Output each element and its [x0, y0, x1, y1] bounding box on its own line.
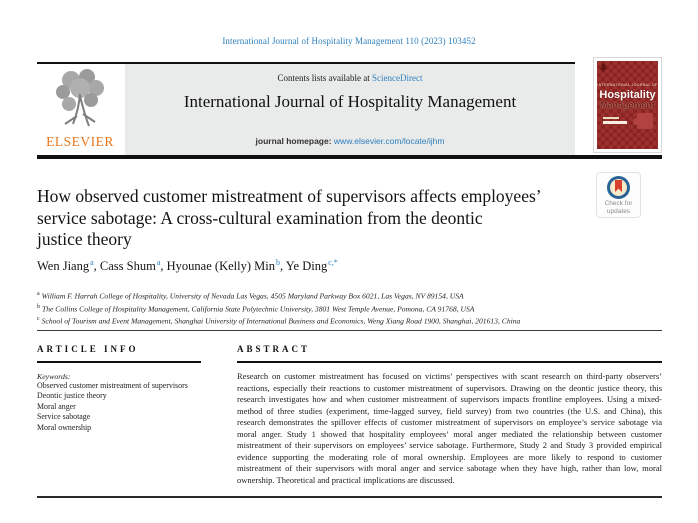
elsevier-wordmark: ELSEVIER — [46, 134, 114, 149]
citation-text[interactable]: International Journal of Hospitality Management 110 (2023) 103452 — [222, 36, 476, 46]
journal-citation-link[interactable] — [0, 36, 698, 46]
affiliation-sup: c — [37, 316, 40, 323]
cover-editor-text-bar — [603, 121, 627, 124]
sciencedirect-link[interactable]: ScienceDirect — [372, 73, 423, 83]
keywords-label: Keywords: — [37, 372, 71, 381]
cover-puzzle-piece — [637, 113, 653, 129]
journal-cover-art — [597, 61, 658, 149]
article-title — [37, 186, 637, 251]
author-name: Wen Jiang — [37, 259, 90, 274]
journal-title: International Journal of Hospitality Management — [183, 92, 517, 111]
author-affiliation-sup[interactable]: b — [275, 258, 280, 267]
affiliation-sup: b — [37, 303, 40, 310]
cover-title-line1: Hospitality — [599, 89, 656, 101]
abstract-column — [237, 344, 662, 486]
affiliation-text: School of Tourism and Event Management, Shanghai University of International Business and Economics, Weng Xiang Road 1900, Shanghai, 201613, China — [41, 316, 521, 326]
section-bottom-rule — [37, 496, 662, 498]
article-info-column — [37, 344, 201, 433]
journal-header-box — [125, 64, 575, 155]
homepage-prefix: journal homepage: — [255, 136, 334, 146]
homepage-line — [125, 136, 575, 146]
affiliation-text: William F. Harrah College of Hospitality, University of Nevada Las Vegas, 4505 Maryland Parkway Box 6021, Las Vegas, NV 89154, USA — [41, 291, 464, 301]
affiliations-divider-rule — [37, 330, 662, 331]
keyword-item: Deontic justice theory — [37, 391, 107, 401]
abstract-rule — [237, 361, 662, 363]
cover-elsevier-mark-icon — [600, 63, 607, 72]
abstract-text: Research on customer mistreatment has focused on victims’ perspectives with scant research on third-party observers’ reactions, especially their reactions to customer mistreatment of supervisors. Drawing on the deontic justice theory, this research investigates how and when customer mistreatment of supervisors impacts frontline employees. Using a mixed-method of three studies (experiment, time-lagged survey, field survey) from two countries (the U.S. and China), this research demonstrates the spillover effects of customer mistreatment of supervisors on employee’s service sabotage via moral anger. Study 1 showed that hospitality employees’ moral anger mediated the relationship between customer mistreatment of their supervisors on employees’ service sabotage. Furthermore, Study 2 and Study 3 provided empirical evidence supporting the moderating role of moral ownership. Employees are more likely to respond to customer mistreatment of their supervisors with moral anger and service sabotage when they have high, rather than low, moral ownership. Theoretical and practical implications are discussed. — [237, 371, 662, 485]
cover-kicker: INTERNATIONAL JOURNAL OF — [597, 83, 658, 87]
journal-cover-thumbnail[interactable] — [593, 57, 662, 153]
author-affiliation-sup[interactable]: a — [90, 258, 94, 267]
article-title-line: service sabotage: A cross-cultural examination from the deontic — [37, 207, 483, 228]
header-bottom-rule — [37, 155, 662, 159]
keyword-item: Service sabotage — [37, 412, 91, 422]
affiliation-text: The Collins College of Hospitality Management, California State Polytechnic University, 3801 West Temple Avenue, Pomona, CA 91768, USA — [42, 304, 475, 314]
article-title-line: How observed customer mistreatment of supervisors affects employees’ — [37, 186, 542, 206]
author-name: , Hyounae (Kelly) Min — [160, 259, 275, 274]
author-affiliation-sup[interactable]: c,* — [328, 258, 338, 267]
keyword-item: Moral ownership — [37, 422, 92, 432]
affiliation-sup: a — [37, 291, 40, 297]
affiliations — [37, 289, 662, 327]
keyword-item: Moral anger — [37, 401, 76, 411]
affiliation-line — [37, 302, 662, 315]
contents-line — [125, 73, 575, 83]
author-name: , Ye Ding — [279, 259, 328, 274]
author-line — [37, 258, 637, 274]
cover-title-line2: Management — [599, 100, 655, 110]
affiliation-line — [37, 289, 662, 302]
article-title-line: justice theory — [37, 229, 132, 249]
keyword-item: Observed customer mistreatment of supervisors — [37, 381, 188, 390]
contents-prefix: Contents lists available at — [277, 73, 372, 83]
check-for-updates-label: Check for updates — [604, 200, 633, 215]
author-name: , Cass Shum — [93, 259, 156, 274]
author-affiliation-sup[interactable]: a — [156, 258, 161, 267]
homepage-link[interactable]: www.elsevier.com/locate/ijhm — [333, 136, 445, 146]
affiliation-line — [37, 314, 662, 327]
cover-editor-text-bar — [603, 117, 619, 119]
article-info-heading: ARTICLE INFO — [37, 344, 139, 354]
elsevier-logo — [37, 64, 123, 155]
abstract-heading: ABSTRACT — [237, 344, 311, 354]
article-info-rule — [37, 361, 201, 363]
elsevier-tree-icon — [49, 66, 111, 132]
